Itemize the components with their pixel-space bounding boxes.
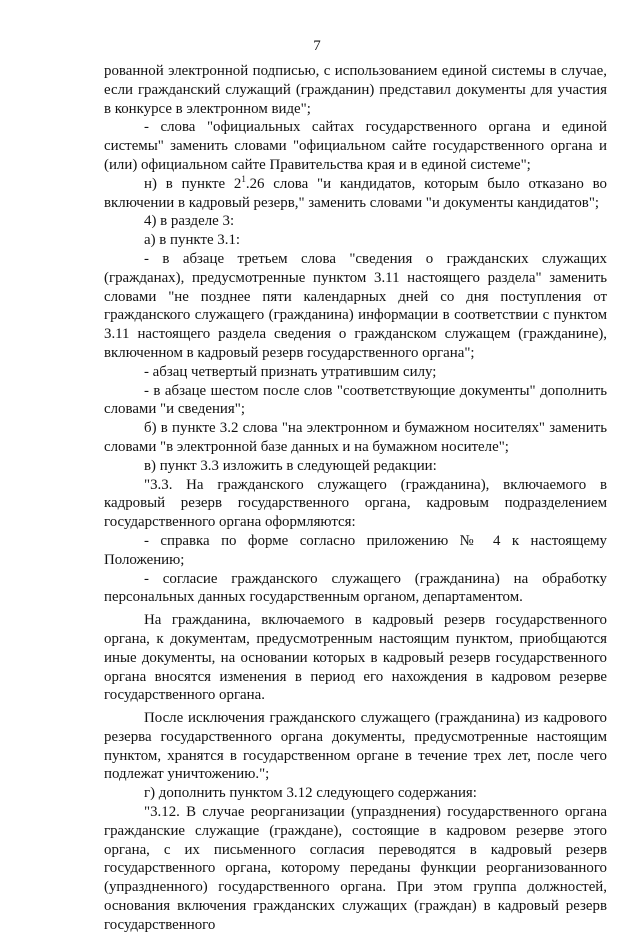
paragraph-sixth-abzac: - в абзаце шестом после слов "соответствующие документы" дополнить словами "и сведения"; — [104, 382, 607, 418]
paragraph-fourth-abzac: - абзац четвертый признать утратившим силу; — [144, 363, 437, 380]
page-number: 7 — [313, 38, 321, 54]
paragraph-replace-sites: - слова "официальных сайтах государственного органа и единой системы" заменить словами "официальном сайте государственного органа и (или) официальном сайте Правительства края и в единой системе"; — [104, 119, 607, 173]
item-n-rest: .26 слова "и кандидатов, которым было отказано во включении в кадровый резерв," заменить словами "и документы кандидатов"; — [104, 175, 607, 211]
paragraph-other-documents: На гражданина, включаемого в кадровый резерв государственного органа, к документам, предусмотренным настоящим пунктом, приобщаются иные документы, на основании которых в кадровый резерв государственного органа вносятся изменения в период его нахождения в кадровом резерве государственного органа. — [104, 612, 607, 704]
paragraph-after-exclusion: После исключения гражданского служащего (гражданина) из кадрового резерва государственного органа документы, предусмотренные настоящим пунктом, хранятся в государственном органе в течение трех лет, после чего подлежат уничтожению."; — [104, 710, 607, 783]
paragraph-consent: - согласие гражданского служащего (гражданина) на обработку персональных данных государственным органом, департаментом. — [104, 570, 607, 606]
item-n-prefix: н) в пункте 2 — [144, 175, 242, 192]
paragraph-item-g: г) дополнить пунктом 3.12 следующего содержания: — [144, 785, 477, 802]
paragraph-certificate: - справка по форме согласно приложению № 4 к настоящему Положению; — [104, 532, 607, 568]
document-body — [104, 62, 607, 935]
item-n-superscript: 1 — [241, 173, 246, 184]
paragraph-3-12: "3.12. В случае реорганизации (упразднения) государственного органа гражданские служащие (граждане), состоящие в кадровом резерве этого органа, с их письменного согласия переводятся в кадровый резерв государственного органа, которому переданы функции реорганизованного (упраздненного) государственного органа. При этом группа должностей, основания включения гражданских служащих (граждан) в кадровый резерв государственного — [104, 804, 607, 933]
paragraph-item-n — [104, 175, 607, 213]
paragraph-continuation: рованной электронной подписью, с использованием единой системы в случае, если гражданский служащий (гражданин) представил документы для участия в конкурсе в электронном виде"; — [104, 63, 607, 117]
paragraph-item-a: а) в пункте 3.1: — [144, 232, 241, 249]
paragraph-3-3: "3.3. На гражданского служащего (гражданина), включаемого в кадровый резерв государственного органа, кадровым подразделением государственного органа оформляются: — [104, 476, 607, 531]
paragraph-third-abzac: - в абзаце третьем слова "сведения о гражданских служащих (гражданах), предусмотренные пунктом 3.11 настоящего раздела" заменить словами "не позднее пяти календарных дней со дня поступления от гражданского служащего (гражданина) информации в соответствии с пунктом 3.11 настоящего раздела сведения о гражданском служащем (гражданине), включенном в кадровый резерв государственного органа"; — [104, 250, 607, 361]
paragraph-item-b: б) в пункте 3.2 слова "на электронном и бумажном носителях" заменить словами "в электронной базе данных и на бумажном носителе"; — [104, 420, 607, 455]
paragraph-item-v: в) пункт 3.3 изложить в следующей редакции: — [144, 457, 437, 474]
paragraph-section-3: 4) в разделе 3: — [144, 213, 235, 230]
